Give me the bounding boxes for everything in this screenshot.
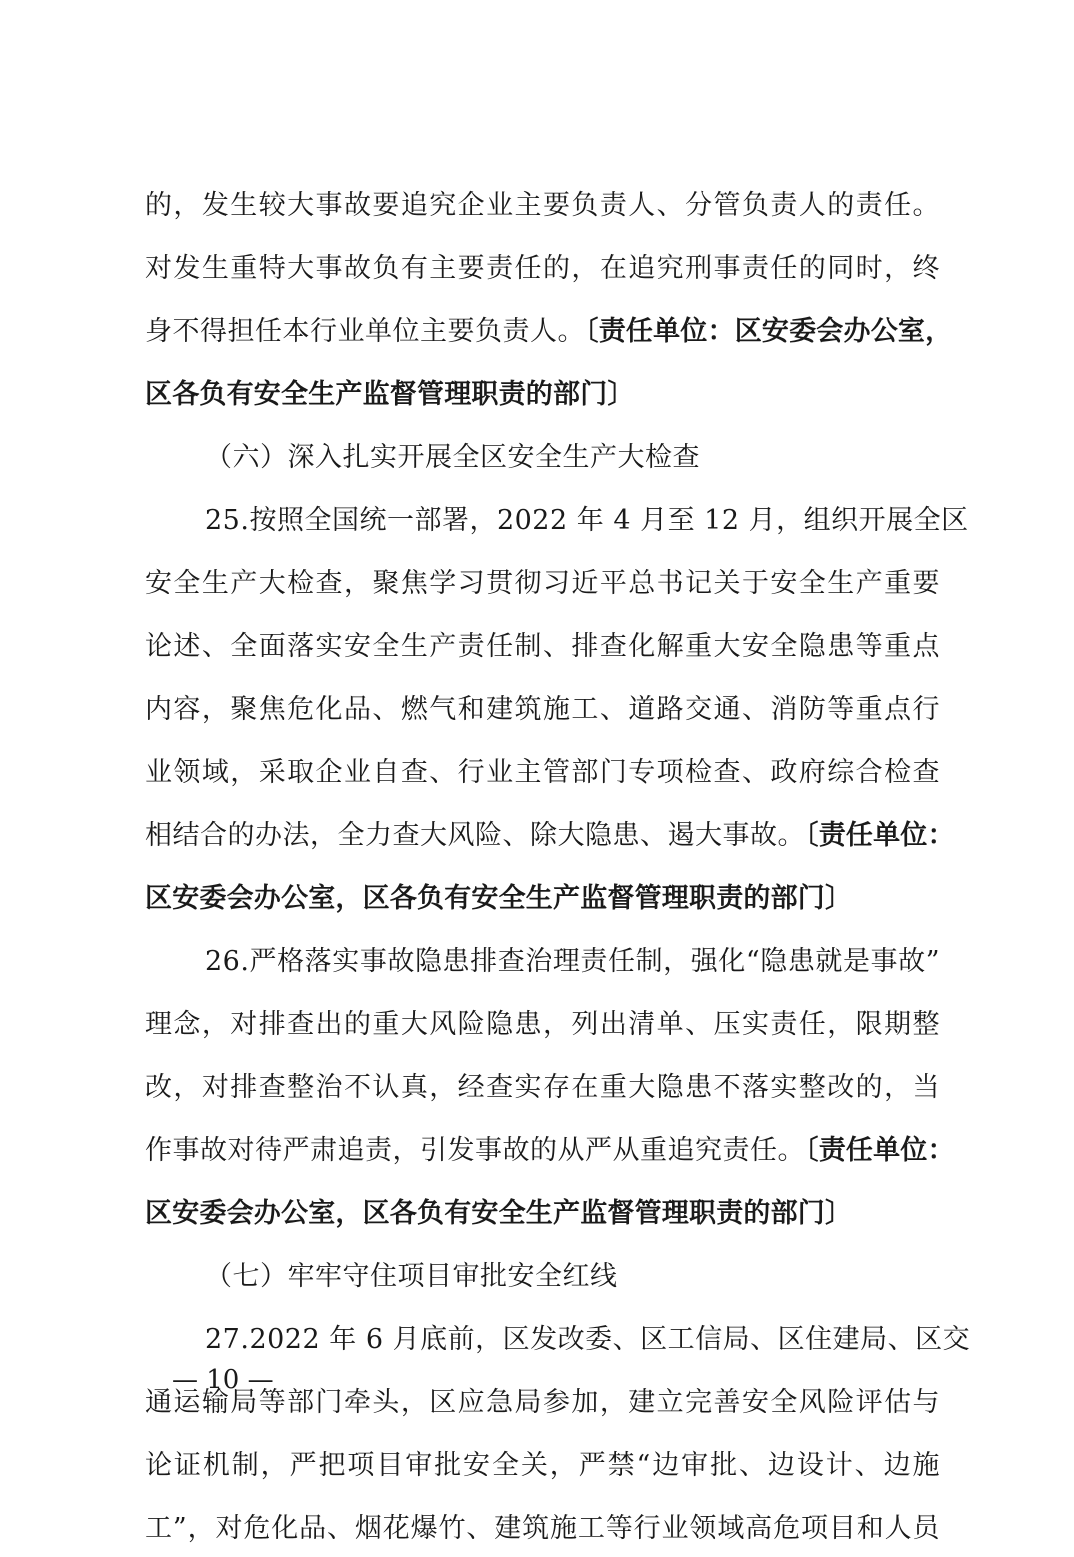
text-line xyxy=(145,304,953,360)
responsibility-unit: 〔责任单位： xyxy=(805,1135,955,1166)
text-line: 业领域，采取企业自查、行业主管部门专项检查、政府综合检查 xyxy=(145,757,940,788)
section-heading: （六）深入扎实开展全区安全生产大检查 xyxy=(205,442,700,473)
text-line: 的，发生较大事故要追究企业主要负责人、分管负责人的责任。 xyxy=(145,190,940,221)
text-line xyxy=(145,808,955,864)
responsibility-unit: 区安委会办公室，区各负有安全生产监督管理职责的部门〕 xyxy=(145,883,853,914)
text-line: 对发生重特大事故负有主要责任的，在追究刑事责任的同时，终 xyxy=(145,253,940,284)
text-line: 通运输局等部门牵头，区应急局参加，建立完善安全风险评估与 xyxy=(145,1387,940,1418)
text-line: 25.按照全国统一部署，2022 年 4 月至 12 月，组织开展全区 xyxy=(205,505,969,536)
text-line: 改，对排查整治不认真，经查实存在重大隐患不落实整改的，当 xyxy=(145,1072,940,1103)
text-line: 内容，聚焦危化品、燃气和建筑施工、道路交通、消防等重点行 xyxy=(145,694,940,725)
responsibility-unit: 区各负有安全生产监督管理职责的部门〕 xyxy=(145,379,635,410)
text-segment: 作事故对待严肃追责，引发事故的从严从重追究责任。 xyxy=(145,1135,805,1166)
text-line: 论证机制，严把项目审批安全关，严禁“边审批、边设计、边施 xyxy=(145,1450,940,1481)
responsibility-unit: 〔责任单位：区安委会办公室， xyxy=(585,316,953,347)
text-line: 安全生产大检查，聚焦学习贯彻习近平总书记关于安全生产重要 xyxy=(145,568,940,599)
text-segment: 相结合的办法，全力查大风险、除大隐患、遏大事故。 xyxy=(145,820,805,851)
responsibility-unit: 〔责任单位： xyxy=(805,820,955,851)
page-number: — 10 — xyxy=(172,1365,274,1395)
responsibility-unit: 区安委会办公室，区各负有安全生产监督管理职责的部门〕 xyxy=(145,1198,853,1229)
text-line: 26.严格落实事故隐患排查治理责任制，强化“隐患就是事故” xyxy=(205,946,940,977)
text-line: 工”，对危化品、烟花爆竹、建筑施工等行业领域高危项目和人员 xyxy=(145,1513,940,1544)
text-line xyxy=(145,1123,955,1179)
text-line: 理念，对排查出的重大风险隐患，列出清单、压实责任，限期整 xyxy=(145,1009,940,1040)
text-line: 论述、全面落实安全生产责任制、排查化解重大安全隐患等重点 xyxy=(145,631,940,662)
section-heading: （七）牢牢守住项目审批安全红线 xyxy=(205,1261,618,1292)
text-segment: 身不得担任本行业单位主要负责人。 xyxy=(145,316,585,347)
text-line: 27.2022 年 6 月底前，区发改委、区工信局、区住建局、区交 xyxy=(205,1324,971,1355)
